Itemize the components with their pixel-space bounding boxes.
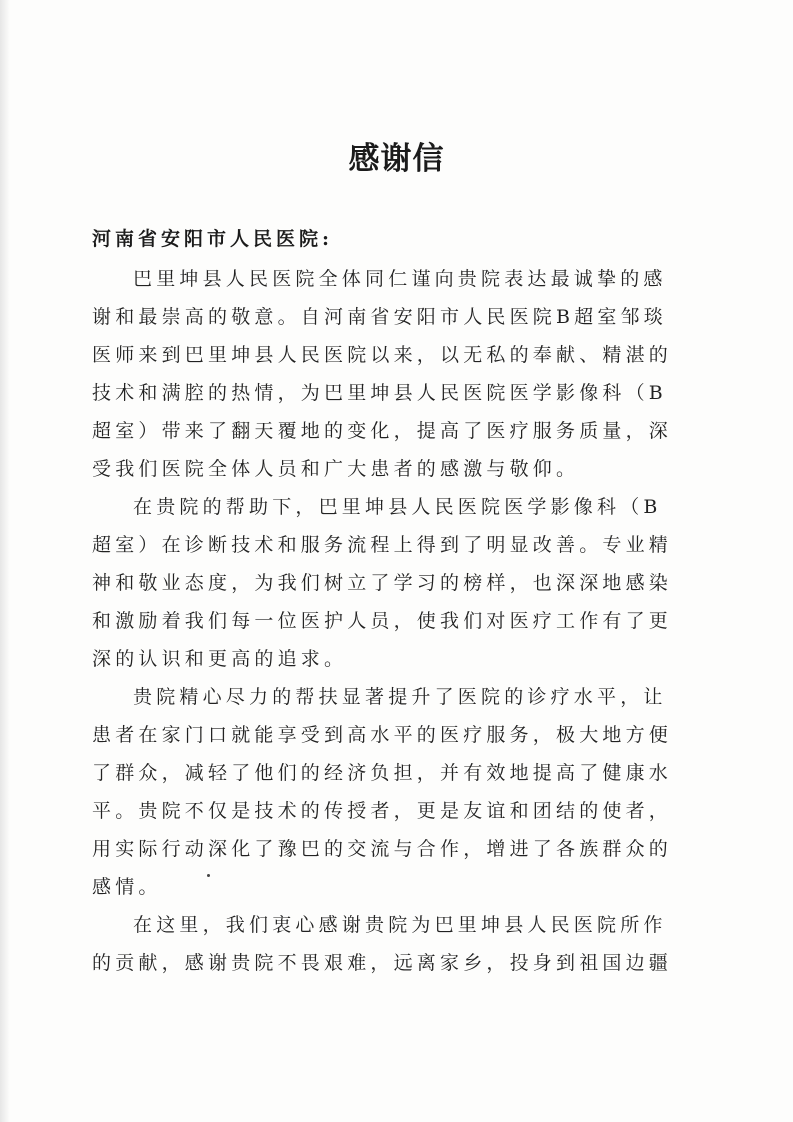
text-line: 了群众，减轻了他们的经济负担，并有效地提高了健康水 bbox=[92, 762, 673, 784]
text-line: 受我们医院全体人员和广大患者的感激与敬仰。 bbox=[92, 458, 580, 480]
text-line: 谢和最崇高的敬意。自河南省安阳市人民医院B超室邹琰 bbox=[92, 306, 667, 328]
letter-body bbox=[92, 260, 702, 982]
text-line: 在这里，我们衷心感谢贵院为巴里坤县人民医院所作 bbox=[133, 914, 667, 936]
text-line: 平。贵院不仅是技术的传授者，更是友谊和团结的使者， bbox=[92, 800, 673, 822]
text-line: 超室）在诊断技术和服务流程上得到了明显改善。专业精 bbox=[92, 534, 673, 556]
paragraph-1 bbox=[92, 260, 702, 488]
text-line: 医师来到巴里坤县人民医院以来，以无私的奉献、精湛的 bbox=[92, 344, 673, 366]
paragraph-4 bbox=[92, 906, 702, 982]
text-line: 感情。 bbox=[92, 876, 162, 898]
ink-speck bbox=[207, 874, 210, 877]
letter-title: 感谢信 bbox=[348, 141, 445, 177]
paragraph-2 bbox=[92, 488, 702, 678]
text-line: 贵院精心尽力的帮扶显著提升了医院的诊疗水平，让 bbox=[133, 686, 667, 708]
text-line: 神和敬业态度，为我们树立了学习的榜样，也深深地感染 bbox=[92, 572, 673, 594]
text-line: 患者在家门口就能享受到高水平的医疗服务，极大地方便 bbox=[92, 724, 673, 746]
text-line: 在贵院的帮助下，巴里坤县人民医院医学影像科（B bbox=[133, 496, 662, 518]
text-line: 深的认识和更高的追求。 bbox=[92, 648, 348, 670]
text-line: 用实际行动深化了豫巴的交流与合作，增进了各族群众的 bbox=[92, 838, 673, 860]
letter-salutation: 河南省安阳市人民医院: bbox=[92, 228, 334, 250]
text-line: 的贡献，感谢贵院不畏艰难，远离家乡，投身到祖国边疆 bbox=[92, 952, 673, 974]
text-line: 超室）带来了翻天覆地的变化，提高了医疗服务质量，深 bbox=[92, 420, 673, 442]
paragraph-3 bbox=[92, 678, 702, 906]
text-line: 和激励着我们每一位医护人员，使我们对医疗工作有了更 bbox=[92, 610, 673, 632]
text-line: 巴里坤县人民医院全体同仁谨向贵院表达最诚挚的感 bbox=[133, 268, 667, 290]
text-line: 技术和满腔的热情，为巴里坤县人民医院医学影像科（B bbox=[92, 382, 667, 404]
